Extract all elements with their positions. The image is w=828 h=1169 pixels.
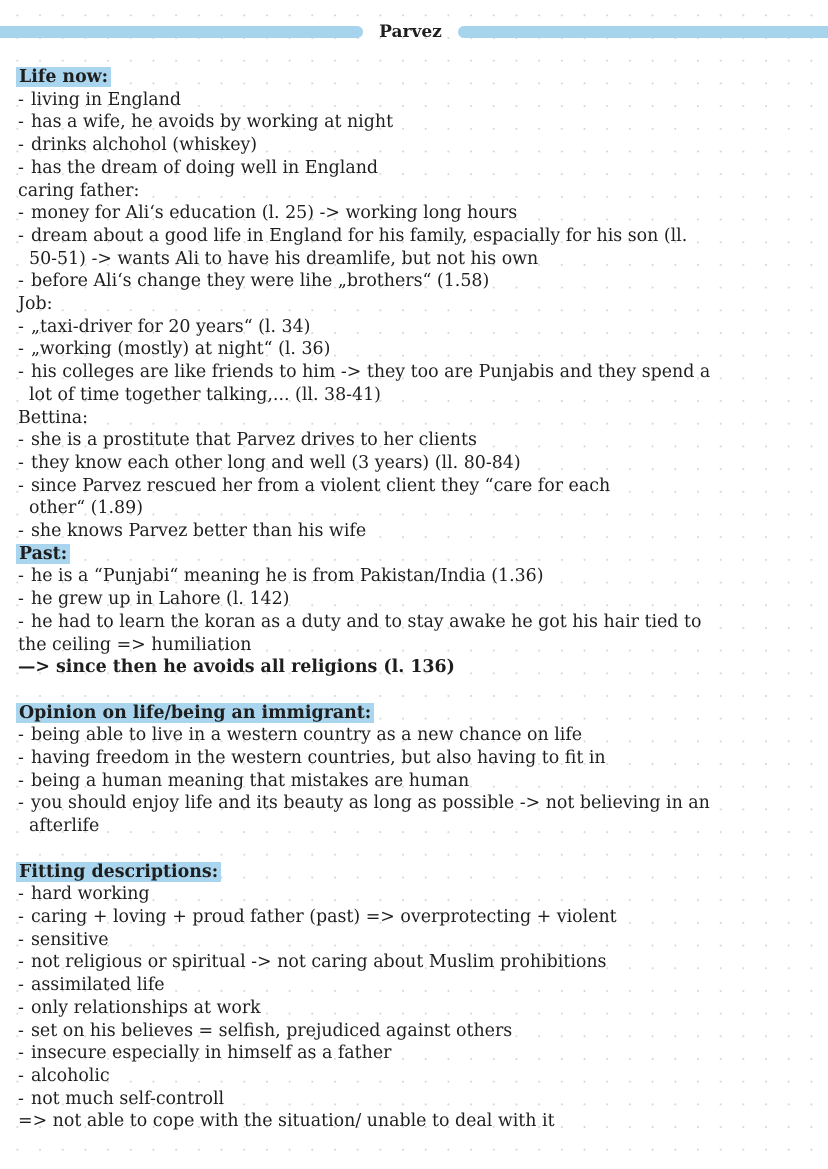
title-bar <box>0 20 828 44</box>
list-item: - has a wife, he avoids by working at night <box>18 112 394 133</box>
list-item: - being a human meaning that mistakes are human <box>18 770 470 791</box>
list-item: - he grew up in Lahore (l. 142) <box>18 589 290 610</box>
past-conclusion: —> since then he avoids all religions (l. 136) <box>18 657 455 678</box>
list-item: - not much self-controll <box>18 1088 225 1109</box>
section-opinion <box>18 702 374 725</box>
title-highlight-right <box>458 26 828 38</box>
fitting-conclusion: => not able to cope with the situation/ unable to deal with it <box>18 1111 555 1132</box>
life-now-heading: Life now: <box>16 67 111 87</box>
notes-body <box>18 66 814 1133</box>
list-item: - they know each other long and well (3 years) (ll. 80-84) <box>18 452 521 473</box>
list-item: - drinks alchohol (whiskey) <box>18 135 258 156</box>
list-item: - dream about a good life in England for his family, espacially for his son (ll. 50-51) -> wants Ali to have his dreamlife, but not his own <box>18 225 688 269</box>
list-item: - his colleges are like friends to him -> they too are Punjabis and they spend a lot of time together talking,... (ll. 38-41) <box>18 362 711 405</box>
list-item: - alcoholic <box>18 1065 110 1086</box>
list-item: - money for Ali‘s education (l. 25) -> working long hours <box>18 203 518 224</box>
list-item: - not religious or spiritual -> not caring about Muslim prohibitions <box>18 952 607 973</box>
list-item: - having freedom in the western countries, but also having to fit in <box>18 748 606 769</box>
list-item: - living in England <box>18 89 181 110</box>
list-item: - he had to learn the koran as a duty and to stay awake he got his hair tied to <box>18 611 702 632</box>
list-item-continuation: the ceiling => humiliation <box>18 634 252 655</box>
caring-father-heading: caring father: <box>18 180 140 201</box>
list-item: - only relationships at work <box>18 997 261 1018</box>
list-item: - you should enjoy life and its beauty as long as possible -> not believing in an afterlife <box>18 793 710 837</box>
list-item: - has the dream of doing well in England <box>18 157 379 178</box>
list-item: - before Ali‘s change they were lihe „brothers“ (1.58) <box>18 271 490 292</box>
section-life-now <box>18 66 111 89</box>
page-title: Parvez <box>379 22 442 42</box>
list-item: - set on his believes = selfish, prejudiced against others <box>18 1020 513 1041</box>
list-item: - she is a prostitute that Parvez drives to her clients <box>18 430 477 451</box>
past-heading: Past: <box>16 544 70 564</box>
section-fitting-descriptions <box>18 861 221 884</box>
fitting-heading: Fitting descriptions: <box>16 862 221 882</box>
list-item: - she knows Parvez better than his wife <box>18 521 367 542</box>
list-item: - „taxi-driver for 20 years“ (l. 34) <box>18 316 311 337</box>
list-item: - „working (mostly) at night“ (l. 36) <box>18 339 331 360</box>
list-item: - hard working <box>18 884 150 905</box>
list-item: - he is a “Punjabi“ meaning he is from Pakistan/India (1.36) <box>18 566 544 587</box>
section-past <box>18 543 70 566</box>
list-item: - insecure especially in himself as a father <box>18 1043 392 1064</box>
list-item: - since Parvez rescued her from a violent client they “care for each other“ (1.89) <box>18 475 611 519</box>
list-item: - assimilated life <box>18 975 165 996</box>
job-heading: Job: <box>18 294 53 315</box>
list-item: - being able to live in a western country as a new chance on life <box>18 725 583 746</box>
list-item: - caring + loving + proud father (past) => overprotecting + violent <box>18 906 617 927</box>
bettina-heading: Bettina: <box>18 407 89 428</box>
title-highlight-left <box>0 26 363 38</box>
list-item: - sensitive <box>18 929 109 950</box>
opinion-heading: Opinion on life/being an immigrant: <box>16 703 374 723</box>
